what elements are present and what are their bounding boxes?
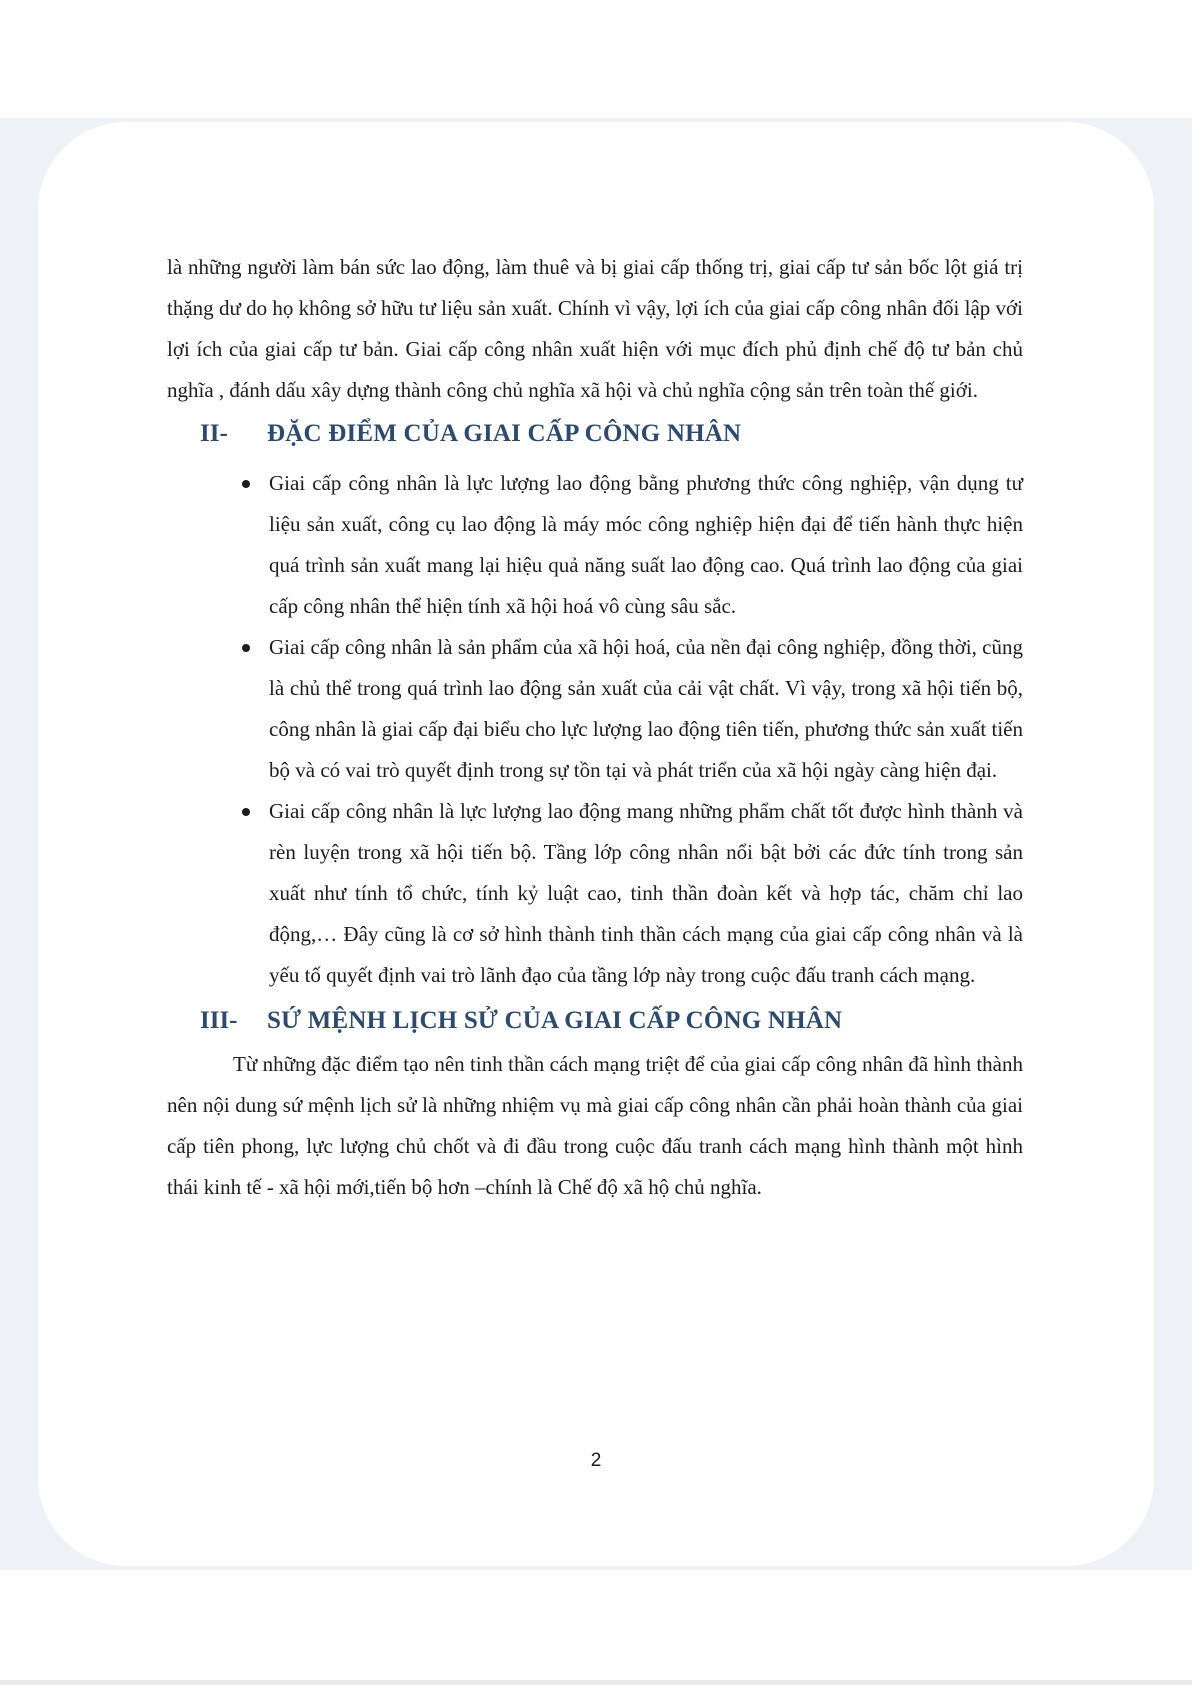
section-number: II- xyxy=(200,420,228,447)
list-item-text: Giai cấp công nhân là lực lượng lao động mang những phẩm chất tốt được hình thành và rèn luyện trong xã hội tiến bộ. Tầng lớp công nhân nổi bật bởi các đức tính trong sản xuất như tính tổ chức, tính kỷ luật cao, tinh thần đoàn kết và hợp tác, chăm chỉ lao động,… Đây cũng là cơ sở hình thành tinh thần cách mạng của giai cấp công nhân và là yếu tố quyết định vai trò lãnh đạo của tầng lớp này trong cuộc đấu tranh cách mạng. xyxy=(269,799,1023,987)
section-number: III- xyxy=(200,1007,238,1034)
bottom-divider xyxy=(0,1680,1192,1685)
list-item xyxy=(269,791,1023,996)
characteristics-list xyxy=(167,463,1023,996)
section-heading-3 xyxy=(167,998,1023,1044)
mission-paragraph: Từ những đặc điểm tạo nên tinh thần cách mạng triệt để của giai cấp công nhân đã hình thành nên nội dung sứ mệnh lịch sử là những nhiệm vụ mà giai cấp công nhân cần phải hoàn thành của giai cấp tiên phong, lực lượng chủ chốt và đi đầu trong cuộc đấu tranh cách mạng hình thành một hình thái kinh tế - xã hội mới,tiến bộ hơn –chính là Chế độ xã hộ chủ nghĩa. xyxy=(167,1052,1023,1199)
bullet-icon xyxy=(242,644,250,652)
section-heading-2 xyxy=(167,411,1023,457)
intro-paragraph: là những người làm bán sức lao động, làm thuê và bị giai cấp thống trị, giai cấp tư sản bốc lột giá trị thặng dư do họ không sở hữu tư liệu sản xuất. Chính vì vậy, lợi ích của giai cấp công nhân đối lập với lợi ích của giai cấp tư bản. Giai cấp công nhân xuất hiện với mục đích phủ định chế độ tư bản chủ nghĩa , đánh dấu xây dựng thành công chủ nghĩa xã hội và chủ nghĩa cộng sản trên toàn thế giới. xyxy=(167,255,1023,402)
list-item xyxy=(269,627,1023,791)
list-item xyxy=(269,463,1023,627)
bullet-icon xyxy=(242,808,250,816)
bullet-icon xyxy=(242,480,250,488)
list-item-text: Giai cấp công nhân là lực lượng lao động bằng phương thức công nghiệp, vận dụng tư liệu sản xuất, công cụ lao động là máy móc công nghiệp hiện đại để tiến hành thực hiện quá trình sản xuất mang lại hiệu quả năng suất lao động cao. Quá trình lao động của giai cấp công nhân thể hiện tính xã hội hoá vô cùng sâu sắc. xyxy=(269,471,1023,618)
section-title: ĐẶC ĐIỂM CỦA GIAI CẤP CÔNG NHÂN xyxy=(267,420,742,447)
page-content xyxy=(167,247,1023,1208)
list-item-text: Giai cấp công nhân là sản phẩm của xã hội hoá, của nền đại công nghiệp, đồng thời, cũng là chủ thể trong quá trình lao động sản xuất của cải vật chất. Vì vậy, trong xã hội tiến bộ, công nhân là giai cấp đại biểu cho lực lượng lao động tiên tiến, phương thức sản xuất tiến bộ và có vai trò quyết định trong sự tồn tại và phát triển của xã hội ngày càng hiện đại. xyxy=(269,635,1023,782)
page-number: 2 xyxy=(590,1450,602,1471)
section-title: SỨ MỆNH LỊCH SỬ CỦA GIAI CẤP CÔNG NHÂN xyxy=(267,1007,843,1034)
